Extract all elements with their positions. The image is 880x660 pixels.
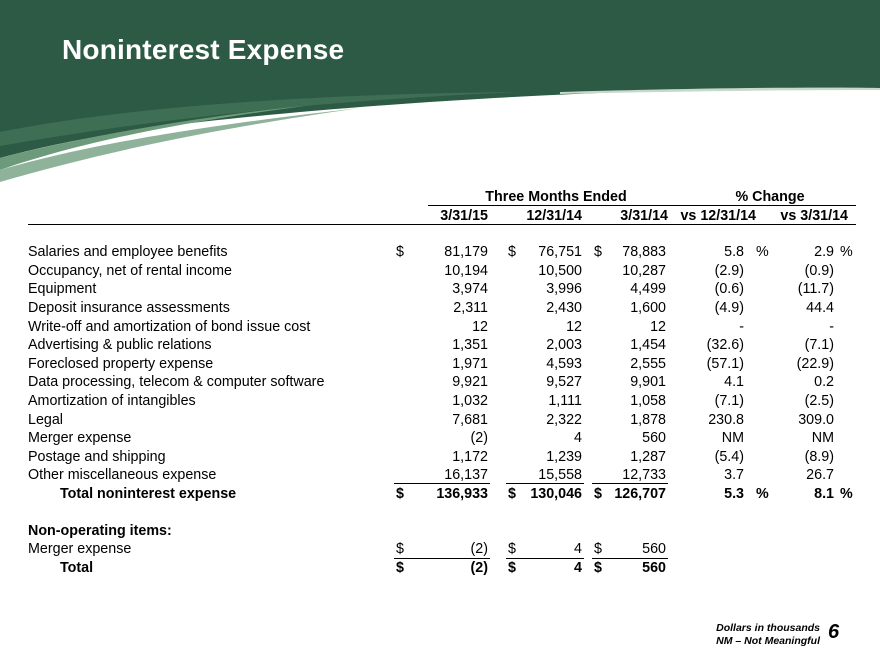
nonop-merger-value-3-31-14: 560 [642, 541, 666, 558]
total-noninterest-expense-row [28, 485, 856, 504]
table-row [28, 243, 856, 262]
row-label: Foreclosed property expense [28, 355, 214, 372]
table-row [28, 355, 856, 374]
table-header-groups [28, 188, 856, 207]
nonop-total-value-3-31-14: 560 [642, 559, 666, 576]
total-row-pct-vs-12-31-14: 5.3 [724, 485, 744, 502]
table-row [28, 262, 856, 281]
nonop-merger-value-3-31-15: (2) [470, 541, 488, 558]
expense-rows [28, 243, 856, 485]
row-label: Data processing, telecom & computer software [28, 374, 325, 391]
row-value-3-31-14: 4,499 [630, 281, 666, 298]
row-pct-vs-12-31-14: (0.6) [714, 281, 744, 298]
col-header-3-31-14: 3/31/14 [620, 207, 668, 224]
nonop-total-dollar-2: $ [508, 559, 516, 576]
row-label: Amortization of intangibles [28, 392, 196, 409]
col-header-vs-3-31-14: vs 3/31/14 [780, 207, 848, 224]
row-pct-vs-12-31-14: (57.1) [706, 355, 744, 372]
row-value-3-31-14: 1,287 [630, 448, 666, 465]
row-value-12-31-14: 15,558 [538, 467, 582, 484]
row-label: Deposit insurance assessments [28, 299, 230, 316]
spacer-row-2 [28, 504, 856, 522]
table-header-columns [28, 207, 856, 226]
total-row-pct-vs-3-31-14: 8.1 [814, 485, 834, 502]
nonop-total-value-3-31-15: (2) [470, 559, 488, 576]
header-three-months-ended: Three Months Ended [485, 189, 627, 205]
page-number: 6 [828, 621, 840, 643]
row-value-12-31-14: 76,751 [538, 244, 582, 261]
row-dollar-2: $ [508, 244, 516, 261]
row-pct-vs-12-31-14: (4.9) [714, 299, 744, 316]
row-value-12-31-14: 10,500 [538, 262, 582, 279]
header-banner [0, 0, 880, 190]
total-row-dollar-1: $ [396, 485, 404, 502]
row-value-3-31-14: 1,454 [630, 337, 666, 354]
nonop-merger-dollar-1: $ [396, 541, 404, 558]
row-value-3-31-14: 12,733 [622, 467, 666, 484]
row-pct-vs-3-31-14: 2.9 [814, 244, 834, 261]
total-row-label: Total noninterest expense [60, 485, 237, 502]
row-value-12-31-14: 9,527 [546, 374, 582, 391]
row-pct-sign-2: % [840, 244, 853, 261]
col-header-3-31-15: 3/31/15 [440, 207, 488, 224]
row-value-3-31-15: 1,351 [452, 337, 488, 354]
row-label: Equipment [28, 281, 97, 298]
noninterest-expense-table [28, 188, 856, 577]
nonop-total-label: Total [60, 559, 94, 576]
table-row [28, 280, 856, 299]
header-pct-change: % Change [735, 189, 805, 205]
row-pct-vs-3-31-14: (11.7) [797, 281, 834, 298]
row-pct-vs-3-31-14: (2.5) [804, 392, 834, 409]
row-value-12-31-14: 2,003 [546, 337, 582, 354]
row-value-3-31-14: 2,555 [630, 355, 666, 372]
row-dollar-3: $ [594, 244, 602, 261]
table-row [28, 392, 856, 411]
row-value-12-31-14: 2,322 [546, 411, 582, 428]
nonop-total-value-12-31-14: 4 [574, 559, 582, 576]
row-pct-vs-3-31-14: 26.7 [806, 467, 834, 484]
row-value-12-31-14: 2,430 [546, 299, 582, 316]
row-value-3-31-14: 78,883 [622, 244, 666, 261]
slide-title: Noninterest Expense [62, 34, 345, 65]
row-value-3-31-14: 1,600 [630, 299, 666, 316]
row-value-3-31-15: 9,921 [452, 374, 488, 391]
row-label: Merger expense [28, 430, 132, 447]
row-value-3-31-14: 12 [650, 318, 666, 335]
row-value-3-31-15: 1,032 [452, 392, 488, 409]
row-value-12-31-14: 1,111 [548, 392, 582, 409]
row-label: Advertising & public relations [28, 337, 212, 354]
row-pct-vs-3-31-14: (7.1) [804, 337, 834, 354]
row-value-3-31-14: 560 [642, 430, 666, 447]
spacer-row [28, 225, 856, 243]
row-pct-vs-3-31-14: (0.9) [804, 262, 834, 279]
row-pct-vs-3-31-14: (22.9) [796, 355, 834, 372]
row-value-3-31-15: (2) [470, 430, 488, 447]
row-value-12-31-14: 1,239 [546, 448, 582, 465]
nonop-total-row [28, 559, 856, 578]
row-value-3-31-14: 9,901 [630, 374, 666, 391]
row-pct-vs-12-31-14: (32.6) [706, 337, 744, 354]
row-value-3-31-15: 3,974 [452, 281, 488, 298]
total-row-pct-sign-1: % [756, 485, 769, 502]
row-value-3-31-15: 7,681 [452, 411, 488, 428]
row-label: Salaries and employee benefits [28, 244, 228, 261]
row-pct-vs-12-31-14: - [739, 318, 744, 335]
table-row [28, 318, 856, 337]
total-row-value-3-31-14: 126,707 [614, 485, 666, 502]
row-value-3-31-15: 1,172 [452, 448, 488, 465]
col-header-12-31-14: 12/31/14 [526, 207, 582, 224]
total-row-value-12-31-14: 130,046 [530, 485, 582, 502]
row-pct-sign-1: % [756, 244, 769, 261]
row-value-3-31-14: 1,058 [630, 392, 666, 409]
row-label: Occupancy, net of rental income [28, 262, 232, 279]
total-row-dollar-3: $ [594, 485, 602, 502]
footnote-nm: NM – Not Meaningful [716, 635, 820, 647]
row-pct-vs-3-31-14: 0.2 [814, 374, 834, 391]
table-row [28, 411, 856, 430]
row-pct-vs-3-31-14: - [829, 318, 834, 335]
row-value-3-31-15: 10,194 [444, 262, 488, 279]
nonop-merger-value-12-31-14: 4 [574, 541, 582, 558]
row-value-3-31-14: 10,287 [622, 262, 666, 279]
nonop-merger-label: Merger expense [28, 541, 132, 558]
row-label: Other miscellaneous expense [28, 467, 217, 484]
col-header-vs-12-31-14: vs 12/31/14 [680, 207, 756, 224]
row-pct-vs-12-31-14: NM [721, 430, 744, 447]
row-value-3-31-15: 1,971 [452, 355, 488, 372]
row-pct-vs-12-31-14: 4.1 [724, 374, 744, 391]
total-row-dollar-2: $ [508, 485, 516, 502]
row-dollar-1: $ [396, 244, 404, 261]
nonop-heading: Non-operating items: [28, 522, 172, 539]
nonop-merger-dollar-3: $ [594, 541, 602, 558]
nonop-total-dollar-1: $ [396, 559, 404, 576]
row-value-3-31-15: 12 [472, 318, 488, 335]
row-value-3-31-15: 16,137 [444, 467, 488, 484]
row-pct-vs-3-31-14: 44.4 [806, 299, 834, 316]
row-value-3-31-15: 2,311 [453, 299, 488, 316]
row-pct-vs-12-31-14: (7.1) [714, 392, 744, 409]
table-row [28, 336, 856, 355]
row-pct-vs-3-31-14: 309.0 [798, 411, 834, 428]
row-value-12-31-14: 4,593 [546, 355, 582, 372]
row-pct-vs-12-31-14: (2.9) [714, 262, 744, 279]
row-value-3-31-14: 1,878 [630, 411, 666, 428]
row-label: Legal [28, 411, 63, 428]
row-value-3-31-15: 81,179 [444, 244, 488, 261]
footnote-units: Dollars in thousands [716, 622, 820, 634]
row-label: Postage and shipping [28, 448, 166, 465]
row-pct-vs-3-31-14: (8.9) [804, 448, 834, 465]
row-pct-vs-3-31-14: NM [811, 430, 834, 447]
row-pct-vs-12-31-14: 230.8 [708, 411, 744, 428]
row-pct-vs-12-31-14: 3.7 [724, 467, 744, 484]
table-row [28, 373, 856, 392]
row-value-12-31-14: 4 [574, 430, 582, 447]
nonop-heading-row [28, 522, 856, 541]
row-value-12-31-14: 12 [566, 318, 582, 335]
table-row [28, 448, 856, 467]
footnote [716, 622, 820, 648]
row-pct-vs-12-31-14: (5.4) [714, 448, 744, 465]
nonop-total-dollar-3: $ [594, 559, 602, 576]
table-row [28, 299, 856, 318]
table-row [28, 429, 856, 448]
nonop-merger-dollar-2: $ [508, 541, 516, 558]
total-row-pct-sign-2: % [840, 485, 853, 502]
nonop-merger-row [28, 540, 856, 559]
row-label: Write-off and amortization of bond issue cost [28, 318, 311, 335]
row-value-12-31-14: 3,996 [546, 281, 582, 298]
row-pct-vs-12-31-14: 5.8 [724, 244, 744, 261]
total-row-value-3-31-15: 136,933 [436, 485, 488, 502]
